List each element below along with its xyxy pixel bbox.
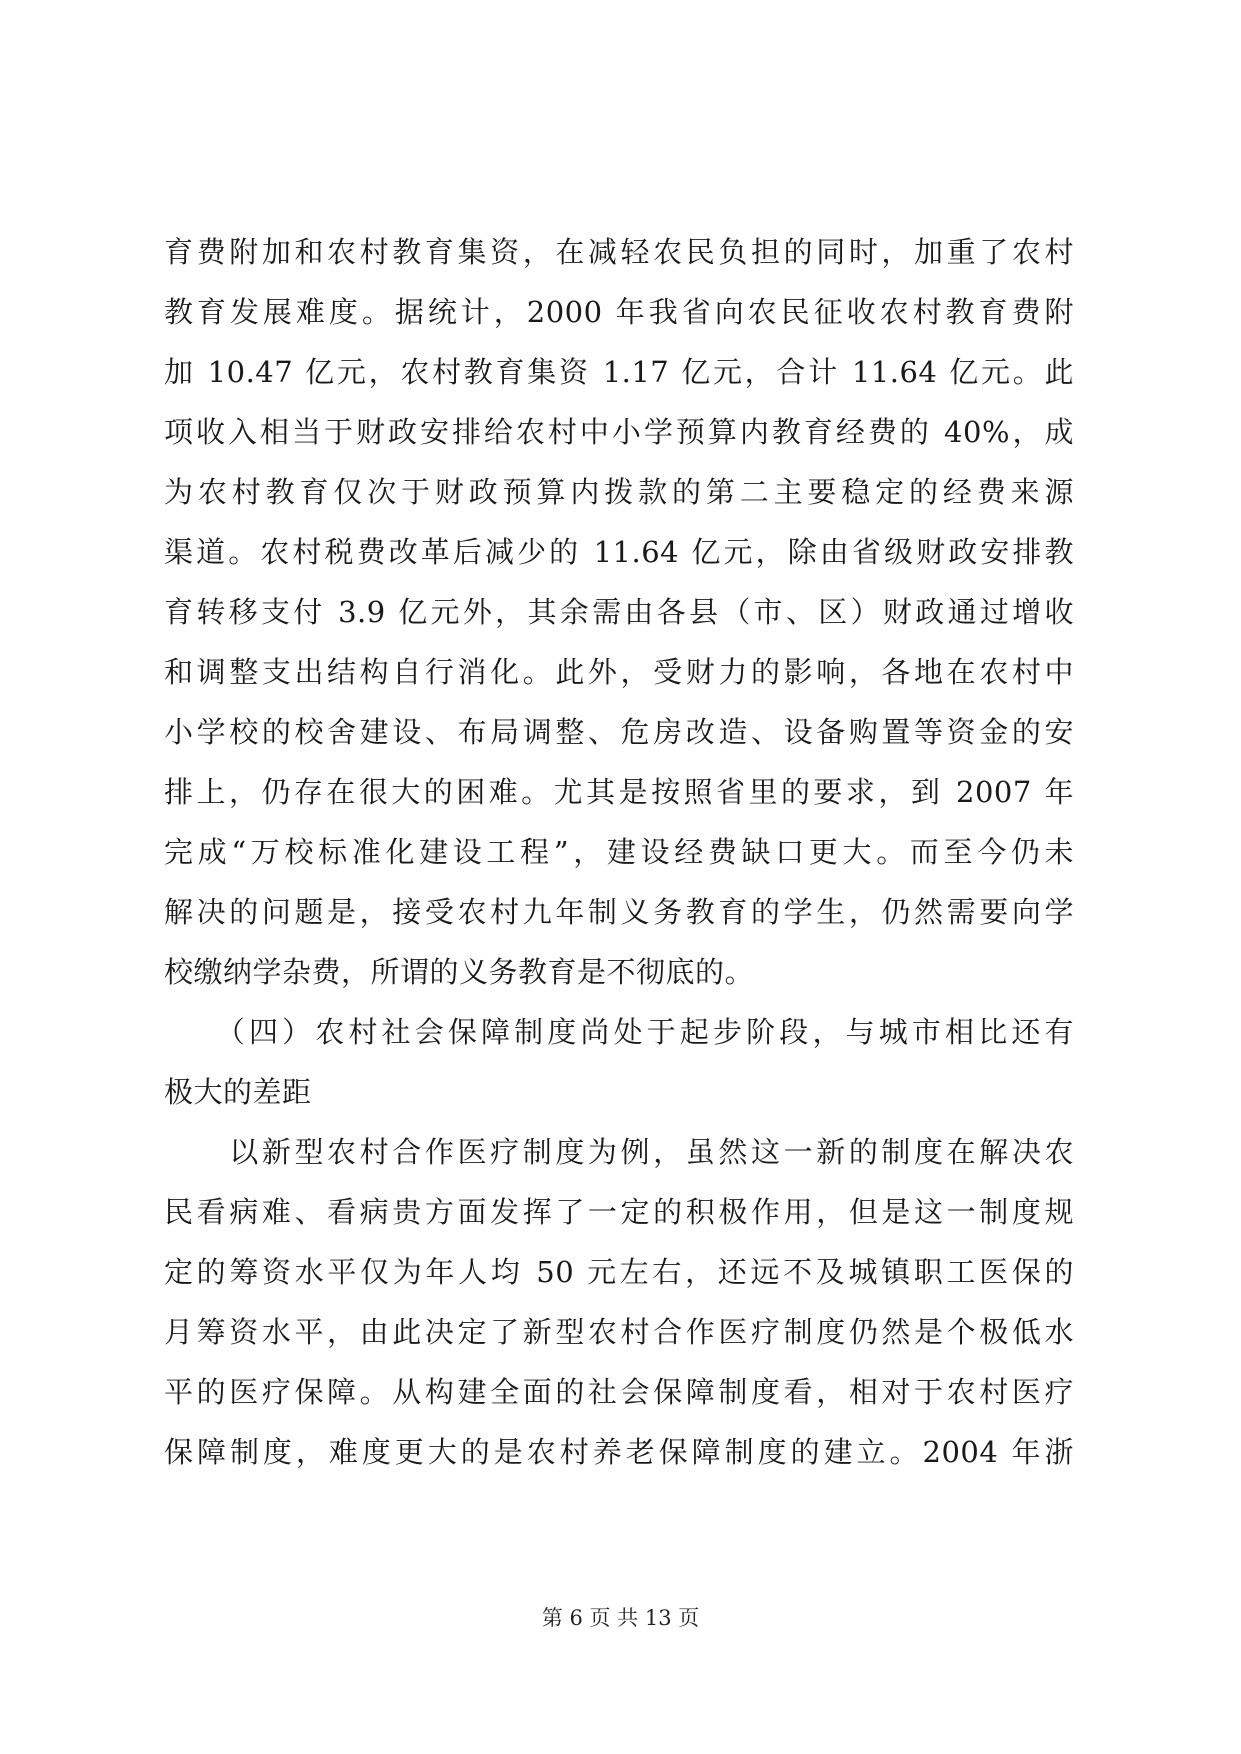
paragraph-line: 教育发展难度。据统计，2000 年我省向农民征收农村教育费附 xyxy=(164,295,1074,329)
paragraph-line: 排上，仍存在很大的困难。尤其是按照省里的要求，到 2007 年 xyxy=(164,775,1074,809)
paragraph-line: 平的医疗保障。从构建全面的社会保障制度看，相对于农村医疗 xyxy=(164,1375,1074,1409)
heading-line: 极大的差距 xyxy=(164,1075,312,1109)
document-body xyxy=(164,222,1074,1482)
paragraph-line: 解决的问题是，接受农村九年制义务教育的学生，仍然需要向学 xyxy=(164,895,1074,929)
paragraph-line: 以新型农村合作医疗制度为例，虽然这一新的制度在解决农 xyxy=(164,1135,1074,1169)
paragraph-line: 民看病难、看病贵方面发挥了一定的积极作用，但是这一制度规 xyxy=(164,1195,1074,1229)
paragraph-line: 加 10.47 亿元，农村教育集资 1.17 亿元，合计 11.64 亿元。此 xyxy=(164,355,1074,389)
paragraph-line: 项收入相当于财政安排给农村中小学预算内教育经费的 40%，成 xyxy=(164,415,1074,449)
paragraph-line: 育费附加和农村教育集资，在减轻农民负担的同时，加重了农村 xyxy=(164,235,1074,269)
paragraph-line: 校缴纳学杂费，所谓的义务教育是不彻底的。 xyxy=(164,955,755,989)
paragraph-line: 月筹资水平，由此决定了新型农村合作医疗制度仍然是个极低水 xyxy=(164,1315,1074,1349)
paragraph-line: 小学校的校舍建设、布局调整、危房改造、设备购置等资金的安 xyxy=(164,715,1074,749)
paragraph-line: 完成“万校标准化建设工程”，建设经费缺口更大。而至今仍未 xyxy=(164,835,1074,869)
heading-line: （四）农村社会保障制度尚处于起步阶段，与城市相比还有 xyxy=(164,1015,1074,1049)
paragraph-line: 育转移支付 3.9 亿元外，其余需由各县（市、区）财政通过增收 xyxy=(164,595,1074,629)
page-footer: 第 6 页 共 13 页 xyxy=(541,1606,700,1630)
paragraph-line: 定的筹资水平仅为年人均 50 元左右，还远不及城镇职工医保的 xyxy=(164,1255,1074,1289)
paragraph-line: 为农村教育仅次于财政预算内拨款的第二主要稳定的经费来源 xyxy=(164,475,1074,509)
paragraph-line: 和调整支出结构自行消化。此外，受财力的影响，各地在农村中 xyxy=(164,655,1074,689)
paragraph-line: 渠道。农村税费改革后减少的 11.64 亿元，除由省级财政安排教 xyxy=(164,535,1074,569)
paragraph-line: 保障制度，难度更大的是农村养老保障制度的建立。2004 年浙 xyxy=(164,1435,1074,1469)
